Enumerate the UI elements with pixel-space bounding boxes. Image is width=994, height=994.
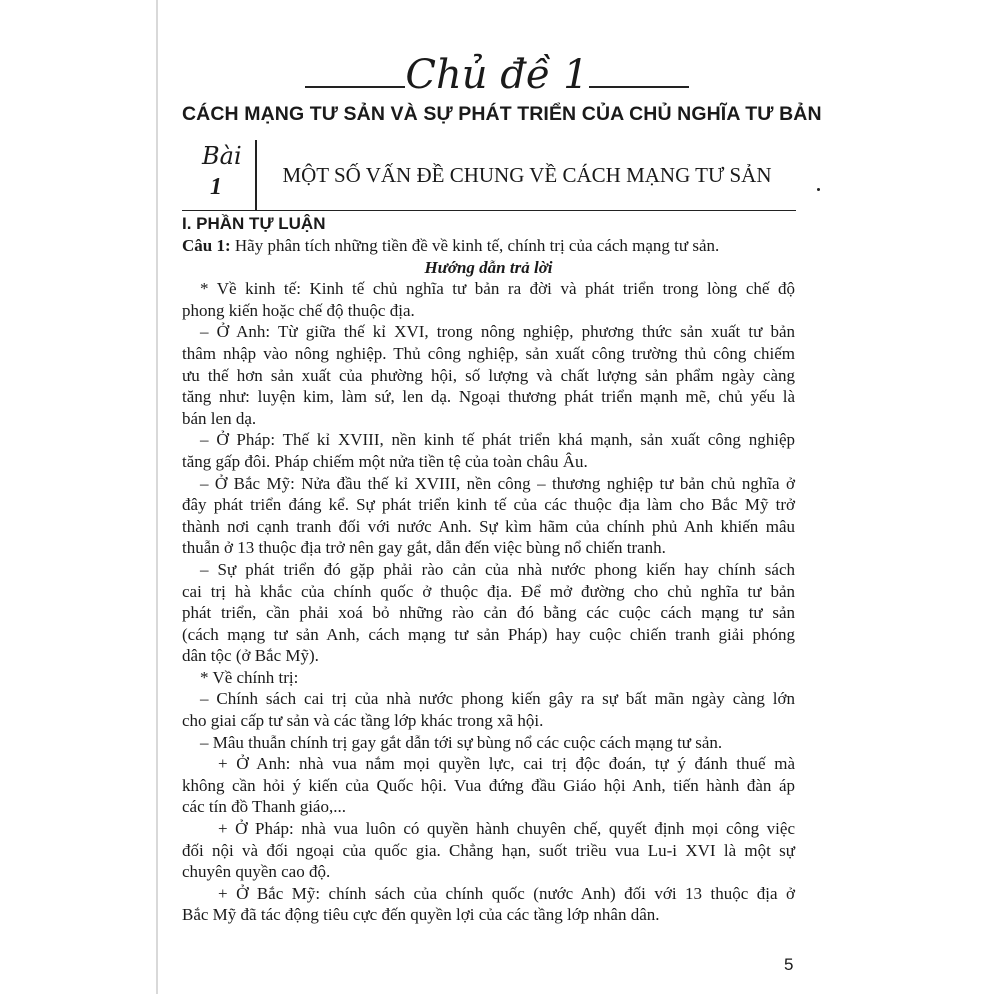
lesson-number: 1	[210, 174, 222, 200]
text-line: ưu thế hơn sản xuất của phường hội, số lượng và chất lượng sản phẩm ngày càng	[182, 365, 795, 385]
text-line: dân tộc (ở Bắc Mỹ).	[182, 646, 319, 666]
heading-rule-right	[589, 56, 689, 88]
page-edge	[156, 0, 158, 994]
answer-heading: Hướng dẫn trả lời	[424, 257, 553, 277]
text-line: – Mâu thuẫn chính trị gay gắt dẫn tới sự bùng nổ các cuộc cách mạng tư sản.	[200, 732, 723, 752]
topic-heading-text: Chủ đề 1	[405, 52, 589, 98]
text-line: – Chính sách cai trị của nhà nước phong kiến gây ra sự bất mãn ngày càng lớn	[200, 689, 795, 709]
text-line: bán len dạ.	[182, 408, 257, 428]
text-line: không cần hỏi ý kiến của Quốc hội. Vua đứng đầu Giáo hội Anh, tiến hành đàn áp	[182, 775, 795, 795]
text-line: tăng như: luyện kim, làm sứ, len dạ. Ngoại thương phát triển mạnh mẽ, chủ yếu là	[182, 387, 795, 407]
lesson-word: Bài	[202, 142, 242, 170]
text-line: + Ở Pháp: nhà vua luôn có quyền hành chuyên chế, quyết định mọi công việc	[218, 819, 795, 839]
body-text	[182, 235, 795, 926]
text-line: * Về kinh tế: Kinh tế chủ nghĩa tư bản ra đời và phát triển trong lòng chế độ	[200, 279, 795, 299]
lesson-title: MỘT SỐ VẤN ĐỀ CHUNG VỀ CÁCH MẠNG TƯ SẢN	[282, 163, 772, 187]
text-line: – Ở Bắc Mỹ: Nửa đầu thế kỉ XVIII, nền công – thương nghiệp tư bản chủ nghĩa ở	[200, 473, 795, 493]
question-label: Câu 1:	[182, 236, 231, 255]
text-line: cho giai cấp tư sản và các tầng lớp khác trong xã hội.	[182, 711, 544, 731]
text-line: phát triển, cần phải xoá bỏ những rào cản đó bằng các cuộc cách mạng tư sản	[182, 603, 795, 623]
text-line: tăng gấp đôi. Pháp chiếm một nửa tiền tệ của toàn châu Âu.	[182, 451, 588, 471]
text-line: – Ở Anh: Từ giữa thế kỉ XVI, trong nông nghiệp, phương thức sản xuất tư bản	[200, 322, 795, 342]
topic-title: CÁCH MẠNG TƯ SẢN VÀ SỰ PHÁT TRIỂN CỦA CHỦ NGHĨA TƯ BẢN	[182, 103, 822, 125]
question-text: Hãy phân tích những tiền đề về kinh tế, chính trị của cách mạng tư sản.	[230, 236, 720, 255]
text-line: chuyên quyền cao độ.	[182, 862, 331, 882]
text-line: * Về chính trị:	[200, 667, 299, 687]
text-line: (cách mạng tư sản Anh, cách mạng tư sản Pháp) hay cuộc chiến tranh giải phóng	[182, 624, 795, 644]
topic-heading	[0, 52, 994, 98]
lesson-divider	[255, 140, 257, 210]
question	[182, 235, 795, 257]
text-line: Bắc Mỹ đã tác động tiêu cực đến quyền lợi của các tầng lớp nhân dân.	[182, 905, 660, 925]
text-line: – Sự phát triển đó gặp phải rào cản của nhà nước phong kiến hay chính sách	[200, 559, 795, 579]
page-number: 5	[784, 955, 794, 974]
text-line: cai trị hà khắc của chính quốc ở thuộc địa. Để mở đường cho chủ nghĩa tư bản	[182, 581, 795, 601]
scan-speck	[817, 188, 820, 191]
lesson-header	[182, 138, 796, 211]
text-line: phong kiến hoặc chế độ thuộc địa.	[182, 300, 415, 320]
section-title: I. PHẦN TỰ LUẬN	[182, 214, 326, 233]
text-line: thuẫn ở 13 thuộc địa trở nên gay gắt, dẫn đến việc bùng nổ chiến tranh.	[182, 538, 666, 558]
text-line: thành nơi cạnh tranh đối với nước Anh. Sự kìm hãm của chính phủ Anh khiến mâu	[182, 516, 795, 536]
text-line: đối nội và đối ngoại của quốc gia. Chẳng hạn, suốt triều vua Lu-i XVI là một sự	[182, 840, 795, 860]
text-line: + Ở Anh: nhà vua nắm mọi quyền lực, cai trị độc đoán, tự ý đánh thuế mà	[218, 754, 795, 774]
heading-rule-left	[305, 56, 405, 88]
text-line: các tín đồ Thanh giáo,...	[182, 797, 346, 817]
text-line: đây phát triển đáng kể. Sự phát triển kinh tế của các thuộc địa làm cho Bắc Mỹ trở	[182, 495, 795, 515]
text-line: – Ở Pháp: Thế kỉ XVIII, nền kinh tế phát triển khá mạnh, sản xuất công nghiệp	[200, 430, 795, 450]
text-line: thâm nhập vào nông nghiệp. Thủ công nghiệp, sản xuất công trường thủ công chiếm	[182, 343, 795, 363]
text-line: + Ở Bắc Mỹ: chính sách của chính quốc (nước Anh) đối với 13 thuộc địa ở	[218, 883, 795, 903]
